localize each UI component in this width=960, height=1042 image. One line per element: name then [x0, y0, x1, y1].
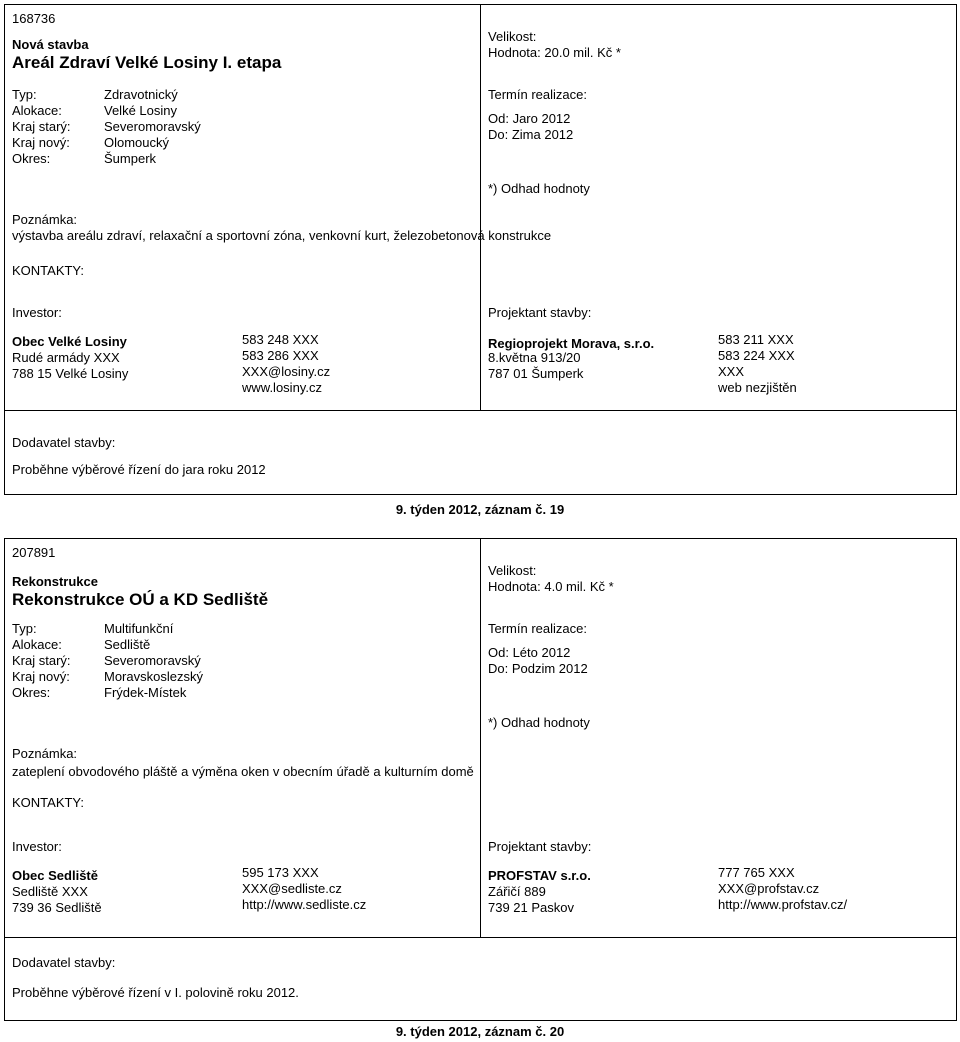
field-value: Zdravotnický: [104, 87, 178, 102]
designer-label: Projektant stavby:: [488, 839, 592, 854]
investor-city: 739 36 Sedliště: [12, 900, 102, 915]
designer-phone: 777 765 XXX: [718, 865, 795, 880]
designer-phone: 583 224 XXX: [718, 348, 795, 363]
field-label: Typ:: [12, 621, 37, 636]
designer-address: Zářičí 889: [488, 884, 546, 899]
field-value: Sedliště: [104, 637, 151, 652]
size-value: Hodnota: 20.0 mil. Kč *: [488, 45, 621, 60]
field-value: Moravskoslezský: [104, 669, 203, 684]
contacts-heading: KONTAKTY:: [12, 795, 84, 810]
supplier-label: Dodavatel stavby:: [12, 955, 116, 970]
supplier-text: Proběhne výběrové řízení v I. polovině roku 2012.: [12, 985, 299, 1000]
investor-email[interactable]: XXX@losiny.cz: [242, 364, 331, 379]
designer-city: 739 21 Paskov: [488, 900, 575, 915]
designer-name: PROFSTAV s.r.o.: [488, 868, 591, 883]
size-label: Velikost:: [488, 29, 537, 44]
investor-address: Rudé armády XXX: [12, 350, 120, 365]
field-value: Frýdek-Místek: [104, 685, 187, 700]
term-from: Od: Jaro 2012: [488, 111, 571, 126]
field-value: Šumperk: [104, 151, 157, 166]
investor-web[interactable]: www.losiny.cz: [242, 380, 322, 395]
record-id: 207891: [12, 545, 56, 560]
record-card: [4, 4, 957, 495]
size-label: Velikost:: [488, 563, 537, 578]
field-label: Kraj starý:: [12, 653, 71, 668]
investor-name: Obec Sedliště: [12, 868, 98, 883]
record-card: [4, 538, 957, 1021]
designer-address: 8.května 913/20: [488, 350, 581, 365]
investor-label: Investor:: [12, 305, 62, 320]
contacts-heading: KONTAKTY:: [12, 263, 84, 278]
term-from: Od: Léto 2012: [488, 645, 571, 660]
field-label: Typ:: [12, 87, 37, 102]
note-label: Poznámka:: [12, 212, 78, 227]
note-text: výstavba areálu zdraví, relaxační a sportovní zóna, venkovní kurt, železobetonová konstrukce: [12, 228, 552, 243]
designer-phone: 583 211 XXX: [718, 332, 794, 347]
investor-web[interactable]: http://www.sedliste.cz: [242, 897, 367, 912]
note-label: Poznámka:: [12, 746, 78, 761]
record-category: Nová stavba: [12, 37, 89, 52]
record-footer: 9. týden 2012, záznam č. 20: [395, 1024, 565, 1039]
designer-name: Regioprojekt Morava, s.r.o.: [488, 336, 655, 351]
designer-label: Projektant stavby:: [488, 305, 592, 320]
field-label: Kraj nový:: [12, 135, 70, 150]
investor-address: Sedliště XXX: [12, 884, 88, 899]
designer-web: web nezjištěn: [718, 380, 797, 395]
field-value: Olomoucký: [104, 135, 170, 150]
field-value: Multifunkční: [104, 621, 174, 636]
field-value: Severomoravský: [104, 653, 201, 668]
investor-phone: 583 286 XXX: [242, 348, 319, 363]
designer-email: XXX: [718, 364, 745, 379]
investor-city: 788 15 Velké Losiny: [12, 366, 129, 381]
field-label: Alokace:: [12, 637, 62, 652]
field-label: Kraj nový:: [12, 669, 70, 684]
supplier-label: Dodavatel stavby:: [12, 435, 116, 450]
term-label: Termín realizace:: [488, 621, 587, 636]
size-value: Hodnota: 4.0 mil. Kč *: [488, 579, 614, 594]
designer-email[interactable]: XXX@profstav.cz: [718, 881, 820, 896]
field-value: Severomoravský: [104, 119, 201, 134]
estimate-note: *) Odhad hodnoty: [488, 181, 590, 196]
field-value: Velké Losiny: [104, 103, 177, 118]
record-title: Rekonstrukce OÚ a KD Sedliště: [12, 590, 269, 609]
supplier-text: Proběhne výběrové řízení do jara roku 2012: [12, 462, 266, 477]
designer-web[interactable]: http://www.profstav.cz/: [718, 897, 848, 912]
investor-phone: 583 248 XXX: [242, 332, 319, 347]
field-label: Kraj starý:: [12, 119, 71, 134]
record-id: 168736: [12, 11, 56, 26]
investor-name: Obec Velké Losiny: [12, 334, 127, 349]
designer-city: 787 01 Šumperk: [488, 366, 584, 381]
record-category: Rekonstrukce: [12, 574, 98, 589]
field-label: Okres:: [12, 685, 51, 700]
field-label: Alokace:: [12, 103, 62, 118]
note-text: zateplení obvodového pláště a výměna oken v obecním úřadě a kulturním domě: [12, 764, 474, 779]
estimate-note: *) Odhad hodnoty: [488, 715, 590, 730]
record-footer: 9. týden 2012, záznam č. 19: [395, 502, 565, 517]
investor-label: Investor:: [12, 839, 62, 854]
term-to: Do: Zima 2012: [488, 127, 574, 142]
field-label: Okres:: [12, 151, 51, 166]
record-title: Areál Zdraví Velké Losiny I. etapa: [12, 53, 282, 72]
term-to: Do: Podzim 2012: [488, 661, 588, 676]
term-label: Termín realizace:: [488, 87, 587, 102]
investor-email[interactable]: XXX@sedliste.cz: [242, 881, 342, 896]
investor-phone: 595 173 XXX: [242, 865, 319, 880]
